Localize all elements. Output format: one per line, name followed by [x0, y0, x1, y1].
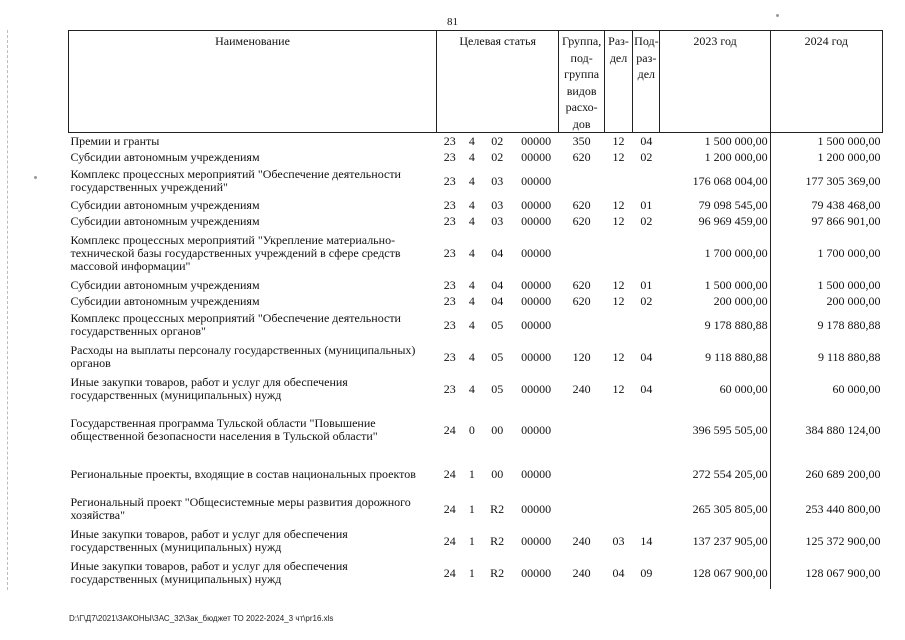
amount-2023: 96 969 459,00 — [660, 213, 770, 229]
expense-group: 620 — [572, 213, 591, 228]
amount-2024: 128 067 900,00 — [805, 565, 881, 580]
target-direction: 00000 — [521, 422, 552, 437]
section-code: 12 — [612, 381, 625, 396]
target-item: 05 — [491, 349, 504, 364]
expense-group: 240 — [572, 565, 591, 580]
target-item: 03 — [491, 173, 504, 188]
target-subprogram: 4 — [468, 213, 475, 228]
amount-2023: 1 500 000,00 — [660, 277, 770, 293]
header-section: Раз-дел — [604, 31, 632, 133]
amount-2024: 200 000,00 — [826, 293, 881, 308]
row-name: Субсидии автономным учреждениям — [70, 149, 260, 164]
amount-2023: 1 700 000,00 — [660, 229, 770, 277]
target-direction: 00000 — [521, 197, 552, 212]
budget-table — [68, 30, 883, 589]
table-row — [69, 373, 883, 405]
target-program: 23 — [443, 173, 456, 188]
table-header-row — [69, 31, 883, 133]
section-code: 12 — [612, 293, 625, 308]
target-subprogram: 4 — [468, 349, 475, 364]
table-row — [69, 309, 883, 341]
table-row — [69, 525, 883, 557]
row-name: Субсидии автономным учреждениям — [70, 197, 260, 212]
expense-group: 240 — [572, 381, 591, 396]
subsection-code: 04 — [640, 133, 653, 148]
table-row — [69, 133, 883, 150]
target-program: 24 — [443, 422, 456, 437]
section-code: 12 — [612, 133, 625, 148]
subsection-code — [633, 309, 660, 341]
amount-2023: 79 098 545,00 — [660, 197, 770, 213]
table-row — [69, 197, 883, 213]
section-code: 03 — [612, 533, 625, 548]
table-row — [69, 229, 883, 277]
amount-2023: 272 554 205,00 — [660, 455, 770, 493]
target-item: 05 — [491, 317, 504, 332]
amount-2023: 265 305 805,00 — [660, 493, 770, 525]
row-name: Региональные проекты, входящие в состав национальных проектов — [70, 466, 416, 481]
table-row — [69, 213, 883, 229]
target-direction: 00000 — [521, 245, 552, 260]
target-direction: 00000 — [521, 173, 552, 188]
amount-2023: 176 068 004,00 — [660, 165, 770, 197]
amount-2023: 60 000,00 — [660, 373, 770, 405]
target-subprogram: 1 — [468, 466, 475, 481]
header-subsection: Под-раз-дел — [633, 31, 660, 133]
table-row — [69, 277, 883, 293]
target-subprogram: 4 — [468, 381, 475, 396]
target-direction: 00000 — [521, 565, 552, 580]
subsection-code: 14 — [640, 533, 653, 548]
subsection-code — [633, 455, 660, 493]
row-name: Комплекс процессных мероприятий "Обеспечение деятельности государственных учреждений" — [70, 167, 401, 194]
row-name: Иные закупки товаров, работ и услуг для обеспечения государственных (муниципальных) нужд — [70, 527, 348, 554]
section-code: 12 — [612, 213, 625, 228]
table-row — [69, 293, 883, 309]
subsection-code — [633, 493, 660, 525]
amount-2024: 384 880 124,00 — [805, 422, 881, 437]
subsection-code: 01 — [640, 197, 653, 212]
amount-2024: 1 500 000,00 — [817, 133, 881, 148]
row-name: Субсидии автономным учреждениям — [70, 293, 260, 308]
target-direction: 00000 — [521, 466, 552, 481]
target-program: 23 — [443, 317, 456, 332]
row-name: Комплекс процессных мероприятий "Укрепление материально-технической базы государственных учреждений в сфере средств массовой информации" — [70, 232, 401, 273]
expense-group: 120 — [572, 349, 591, 364]
amount-2024: 79 438 468,00 — [811, 197, 881, 212]
target-direction: 00000 — [521, 133, 552, 148]
margin-scan-marks — [7, 30, 8, 590]
target-program: 23 — [443, 381, 456, 396]
target-item: 02 — [491, 149, 504, 164]
table-row — [69, 405, 883, 455]
target-subprogram: 4 — [468, 277, 475, 292]
subsection-code — [633, 405, 660, 455]
amount-2023: 1 200 000,00 — [660, 149, 770, 165]
target-subprogram: 4 — [468, 173, 475, 188]
amount-2024: 260 689 200,00 — [805, 466, 881, 481]
section-code — [604, 229, 632, 277]
expense-group — [559, 455, 605, 493]
row-name: Иные закупки товаров, работ и услуг для обеспечения государственных (муниципальных) нужд — [70, 375, 348, 402]
target-direction: 00000 — [521, 533, 552, 548]
target-subprogram: 0 — [468, 422, 475, 437]
expense-group: 240 — [572, 533, 591, 548]
target-item: 04 — [491, 293, 504, 308]
amount-2023: 1 500 000,00 — [660, 133, 770, 150]
expense-group — [559, 165, 605, 197]
row-name: Премии и гранты — [70, 133, 160, 148]
section-code: 12 — [612, 349, 625, 364]
target-program: 23 — [443, 245, 456, 260]
target-direction: 00000 — [521, 501, 552, 516]
section-code: 12 — [612, 277, 625, 292]
amount-2024: 1 700 000,00 — [817, 245, 881, 260]
amount-2024: 9 118 880,88 — [817, 349, 881, 364]
target-subprogram: 1 — [468, 565, 475, 580]
target-program: 24 — [443, 501, 456, 516]
target-item: 04 — [491, 245, 504, 260]
subsection-code: 02 — [640, 293, 653, 308]
target-item: 04 — [491, 277, 504, 292]
header-expense-group: Группа, под-группа видов расхо-дов — [559, 31, 605, 133]
scan-speck — [776, 14, 779, 17]
section-code — [604, 405, 632, 455]
target-program: 23 — [443, 133, 456, 148]
scan-speck — [34, 176, 37, 179]
target-direction: 00000 — [521, 213, 552, 228]
section-code — [604, 309, 632, 341]
amount-2024: 1 500 000,00 — [817, 277, 881, 292]
target-direction: 00000 — [521, 349, 552, 364]
row-name: Комплекс процессных мероприятий "Обеспечение деятельности государственных органов" — [70, 311, 401, 338]
expense-group: 620 — [572, 197, 591, 212]
target-item: 03 — [491, 213, 504, 228]
row-name: Государственная программа Тульской области "Повышение общественной безопасности населения в Тульской области" — [70, 416, 378, 443]
subsection-code: 02 — [640, 213, 653, 228]
expense-group — [559, 229, 605, 277]
target-direction: 00000 — [521, 293, 552, 308]
target-subprogram: 1 — [468, 533, 475, 548]
target-direction: 00000 — [521, 381, 552, 396]
row-name: Субсидии автономным учреждениям — [70, 277, 260, 292]
target-item: 00 — [491, 422, 504, 437]
target-program: 24 — [443, 533, 456, 548]
amount-2023: 9 178 880,88 — [660, 309, 770, 341]
header-year-2024: 2024 год — [770, 31, 882, 133]
subsection-code: 01 — [640, 277, 653, 292]
amount-2023: 9 118 880,88 — [660, 341, 770, 373]
page-number: 81 — [447, 16, 458, 28]
section-code: 12 — [612, 197, 625, 212]
table-row — [69, 493, 883, 525]
target-program: 23 — [443, 213, 456, 228]
row-name: Расходы на выплаты персоналу государственных (муниципальных) органов — [70, 343, 416, 370]
target-subprogram: 4 — [468, 149, 475, 164]
amount-2024: 60 000,00 — [832, 381, 881, 396]
target-program: 24 — [443, 565, 456, 580]
footer-file-path: D:\Г\Д7\2021\ЗАКОНЫ\ЗАС_32\Зак_бюджет ТО 2022-2024_3 чт\pr16.xls — [69, 614, 334, 623]
row-name: Региональный проект "Общесистемные меры развития дорожного хозяйства" — [70, 495, 411, 522]
expense-group — [559, 309, 605, 341]
header-year-2023: 2023 год — [660, 31, 770, 133]
target-item: 02 — [491, 133, 504, 148]
target-item: R2 — [490, 533, 505, 548]
amount-2024: 177 305 369,00 — [805, 173, 881, 188]
row-name: Иные закупки товаров, работ и услуг для обеспечения государственных (муниципальных) нужд — [70, 559, 348, 586]
target-direction: 00000 — [521, 317, 552, 332]
table-row — [69, 455, 883, 493]
section-code — [604, 455, 632, 493]
target-direction: 00000 — [521, 149, 552, 164]
expense-group: 620 — [572, 277, 591, 292]
subsection-code: 09 — [640, 565, 653, 580]
target-program: 23 — [443, 349, 456, 364]
target-item: 03 — [491, 197, 504, 212]
subsection-code: 04 — [640, 349, 653, 364]
amount-2024: 97 866 901,00 — [811, 213, 881, 228]
target-program: 23 — [443, 293, 456, 308]
amount-2023: 128 067 900,00 — [660, 557, 770, 589]
section-code: 12 — [612, 149, 625, 164]
target-program: 24 — [443, 466, 456, 481]
expense-group: 350 — [572, 133, 591, 148]
target-item: R2 — [490, 565, 505, 580]
target-item: 05 — [491, 381, 504, 396]
subsection-code — [633, 165, 660, 197]
amount-2024: 125 372 900,00 — [805, 533, 881, 548]
target-program: 23 — [443, 149, 456, 164]
target-program: 23 — [443, 277, 456, 292]
target-item: R2 — [490, 501, 505, 516]
target-subprogram: 4 — [468, 133, 475, 148]
table-row — [69, 165, 883, 197]
section-code — [604, 493, 632, 525]
table-row — [69, 149, 883, 165]
amount-2023: 396 595 505,00 — [660, 405, 770, 455]
target-subprogram: 4 — [468, 293, 475, 308]
target-subprogram: 4 — [468, 245, 475, 260]
row-name: Субсидии автономным учреждениям — [70, 213, 260, 228]
subsection-code: 02 — [640, 149, 653, 164]
section-code — [604, 165, 632, 197]
target-subprogram: 1 — [468, 501, 475, 516]
target-item: 00 — [491, 466, 504, 481]
target-direction: 00000 — [521, 277, 552, 292]
target-subprogram: 4 — [468, 197, 475, 212]
table-row — [69, 557, 883, 589]
expense-group — [559, 405, 605, 455]
table-row — [69, 341, 883, 373]
header-name: Наименование — [69, 31, 437, 133]
subsection-code — [633, 229, 660, 277]
target-subprogram: 4 — [468, 317, 475, 332]
amount-2023: 200 000,00 — [660, 293, 770, 309]
expense-group: 620 — [572, 293, 591, 308]
amount-2024: 9 178 880,88 — [817, 317, 881, 332]
section-code: 04 — [612, 565, 625, 580]
target-program: 23 — [443, 197, 456, 212]
expense-group — [559, 493, 605, 525]
amount-2024: 1 200 000,00 — [817, 149, 881, 164]
header-target-article: Целевая статья — [437, 31, 559, 133]
expense-group: 620 — [572, 149, 591, 164]
amount-2023: 137 237 905,00 — [660, 525, 770, 557]
amount-2024: 253 440 800,00 — [805, 501, 881, 516]
subsection-code: 04 — [640, 381, 653, 396]
